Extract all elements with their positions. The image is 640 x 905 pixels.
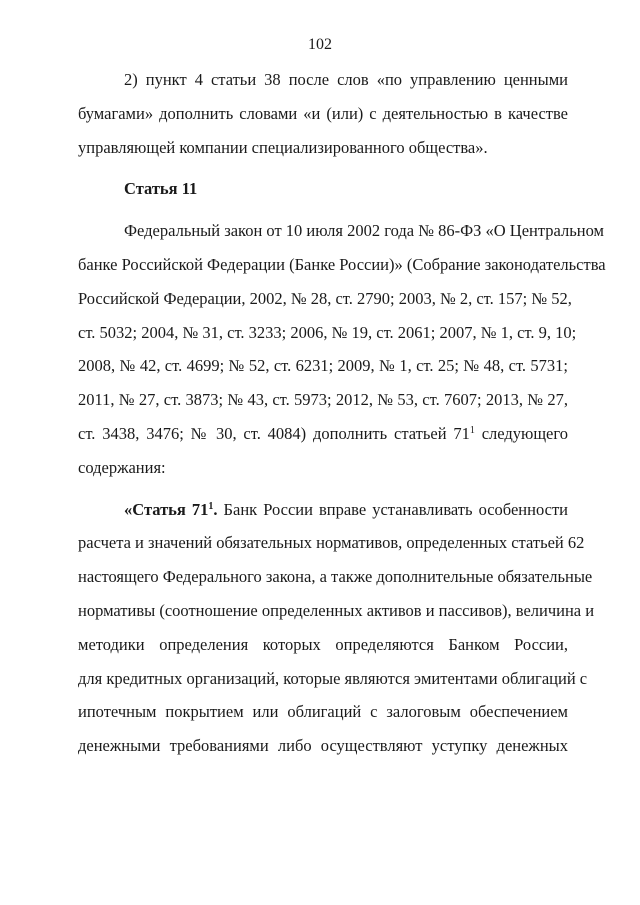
text-line: банке Российской Федерации (Банке России)» (Собрание законодательства — [78, 254, 606, 274]
article-title — [124, 500, 218, 519]
text-line: 2008, № 42, ст. 4699; № 52, ст. 6231; 2009, № 1, ст. 25; № 48, ст. 5731; — [78, 356, 568, 376]
paragraph-item-2 — [78, 70, 568, 171]
text-line: Российской Федерации, 2002, № 28, ст. 2790; 2003, № 2, ст. 157; № 52, — [78, 288, 572, 308]
text-fragment: ст. 3438, 3476; № 30, ст. 4084) дополнить статьей 71 — [78, 423, 470, 443]
text-line: 2) пункт 4 статьи 38 после слов «по управлению ценными — [124, 70, 568, 89]
text-line: нормативы (соотношение определенных активов и пассивов), величина и — [78, 600, 595, 620]
text-fragment: Банк России вправе устанавливать особенности — [217, 499, 568, 519]
text-line — [78, 500, 568, 534]
paragraph-article-71-1 — [78, 499, 595, 770]
text-line: управляющей компании специализированного общества». — [78, 137, 488, 157]
text-line: методики определения которых определяются Банком России, — [78, 634, 568, 654]
text-line: расчета и значений обязательных нормативов, определенных статьей 62 — [78, 533, 585, 553]
text-fragment: «Статья 71 — [124, 499, 209, 519]
text-line: настоящего Федерального закона, а также дополнительные обязательные — [78, 567, 593, 587]
text-line — [78, 424, 568, 458]
text-line: Федеральный закон от 10 июля 2002 года № 86-ФЗ «О Центральном — [124, 221, 604, 241]
text-fragment: . — [213, 499, 218, 519]
text-line: содержания: — [78, 457, 166, 477]
text-line: денежными требованиями либо осуществляют уступку денежных — [78, 736, 568, 756]
text-line: ипотечным покрытием или облигаций с залоговым обеспечением — [78, 702, 568, 722]
text-fragment: следующего — [474, 423, 568, 443]
text-line: для кредитных организаций, которые являются эмитентами облигаций с — [78, 668, 588, 688]
document-body — [78, 70, 606, 770]
superscript: 1 — [208, 500, 214, 512]
page-number: 102 — [308, 36, 332, 53]
text-line: бумагами» дополнить словами «и (или) с деятельностью в качестве — [78, 103, 568, 123]
text-line: ст. 5032; 2004, № 31, ст. 3233; 2006, № 19, ст. 2061; 2007, № 1, ст. 9, 10; — [78, 322, 577, 342]
superscript: 1 — [469, 424, 475, 436]
text-line: 2011, № 27, ст. 3873; № 43, ст. 5973; 2012, № 53, ст. 7607; 2013, № 27, — [78, 390, 568, 410]
paragraph-federal-law — [78, 221, 606, 491]
article-heading: Статья 11 — [124, 179, 198, 199]
